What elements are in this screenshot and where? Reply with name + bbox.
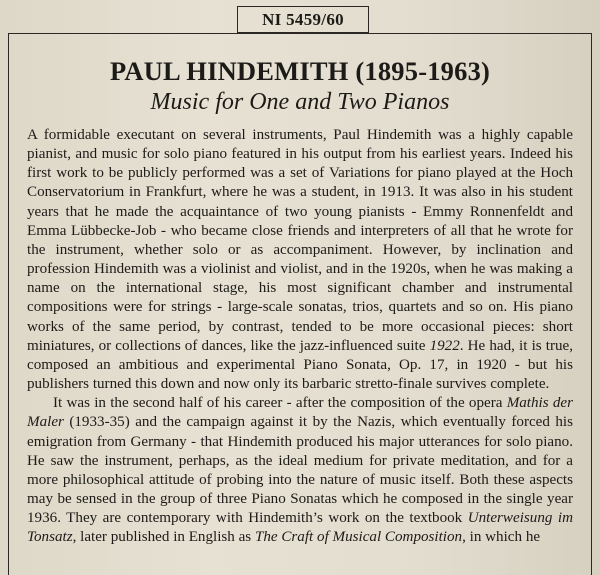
text-run: (1933-35) and the campaign against it by the Nazis, which eventually forced his emigration from Germany - that Hindemith produced his major utterances for solo piano. He saw the instrument, perhaps, as the ideal medium for private meditation, and for a more philosophical attitude of probing into the nature of music itself. Both these aspects may be sensed in the group of three Piano Sonatas which he composed in the single year 1936. They are contemporary with Hindemith’s work on the textbook [27, 414, 573, 527]
catalog-number-box [237, 6, 369, 33]
italic-title: The Craft of Musical Composition [254, 529, 463, 546]
italic-title: 1922 [429, 337, 460, 354]
italic-title: Unterweisung im Tonsatz [27, 510, 573, 546]
text-run: It was in the second half of his career - after the composition of the opera [53, 395, 507, 412]
title-block [8, 56, 592, 117]
body-paragraph-2 [27, 394, 573, 547]
work-subtitle: Music for One and Two Pianos [150, 89, 450, 115]
body-paragraph-1 [27, 126, 573, 394]
text-run: . He had, it is true, composed an ambitious and experimental Piano Sonata, Op. 17, in 1920 - but his publishers turned this down and now only its barbaric stretto-finale survives complete. [27, 337, 573, 393]
catalog-number: NI 5459/60 [262, 9, 344, 29]
text-run: , later published in English as [72, 529, 255, 546]
text-run: A formidable executant on several instruments, Paul Hindemith was a highly capable pianist, and music for solo piano featured in his output from his earliest years. Indeed his first work to be publicly performed was a set of Variations for piano played at the Hoch Conservatorium in Frankfurt, where he was a student, in 1913. It was also in his student years that he made the acquaintance of two young pianists - Emmy Ronnenfeldt and Emma Lübbecke-Job - who became close friends and interpreters of all that he wrote for the instrument, whether solo or as accompaniment. However, by inclination and profession Hindemith was a violinist and violist, and in the 1920s, when he was making a name on the international stage, his most significant chamber and instrumental compositions were for strings - large-scale sonatas, trios, quartets and so on. His piano works of the same period, by contrast, tended to be more occasional pieces: short miniatures, or collections of dances, like the jazz-influenced suite [27, 127, 573, 354]
body-text [27, 126, 573, 547]
text-run: , in which he [462, 529, 541, 546]
italic-title: Mathis der Maler [27, 395, 573, 431]
composer-heading: PAUL HINDEMITH (1895-1963) [109, 56, 491, 86]
